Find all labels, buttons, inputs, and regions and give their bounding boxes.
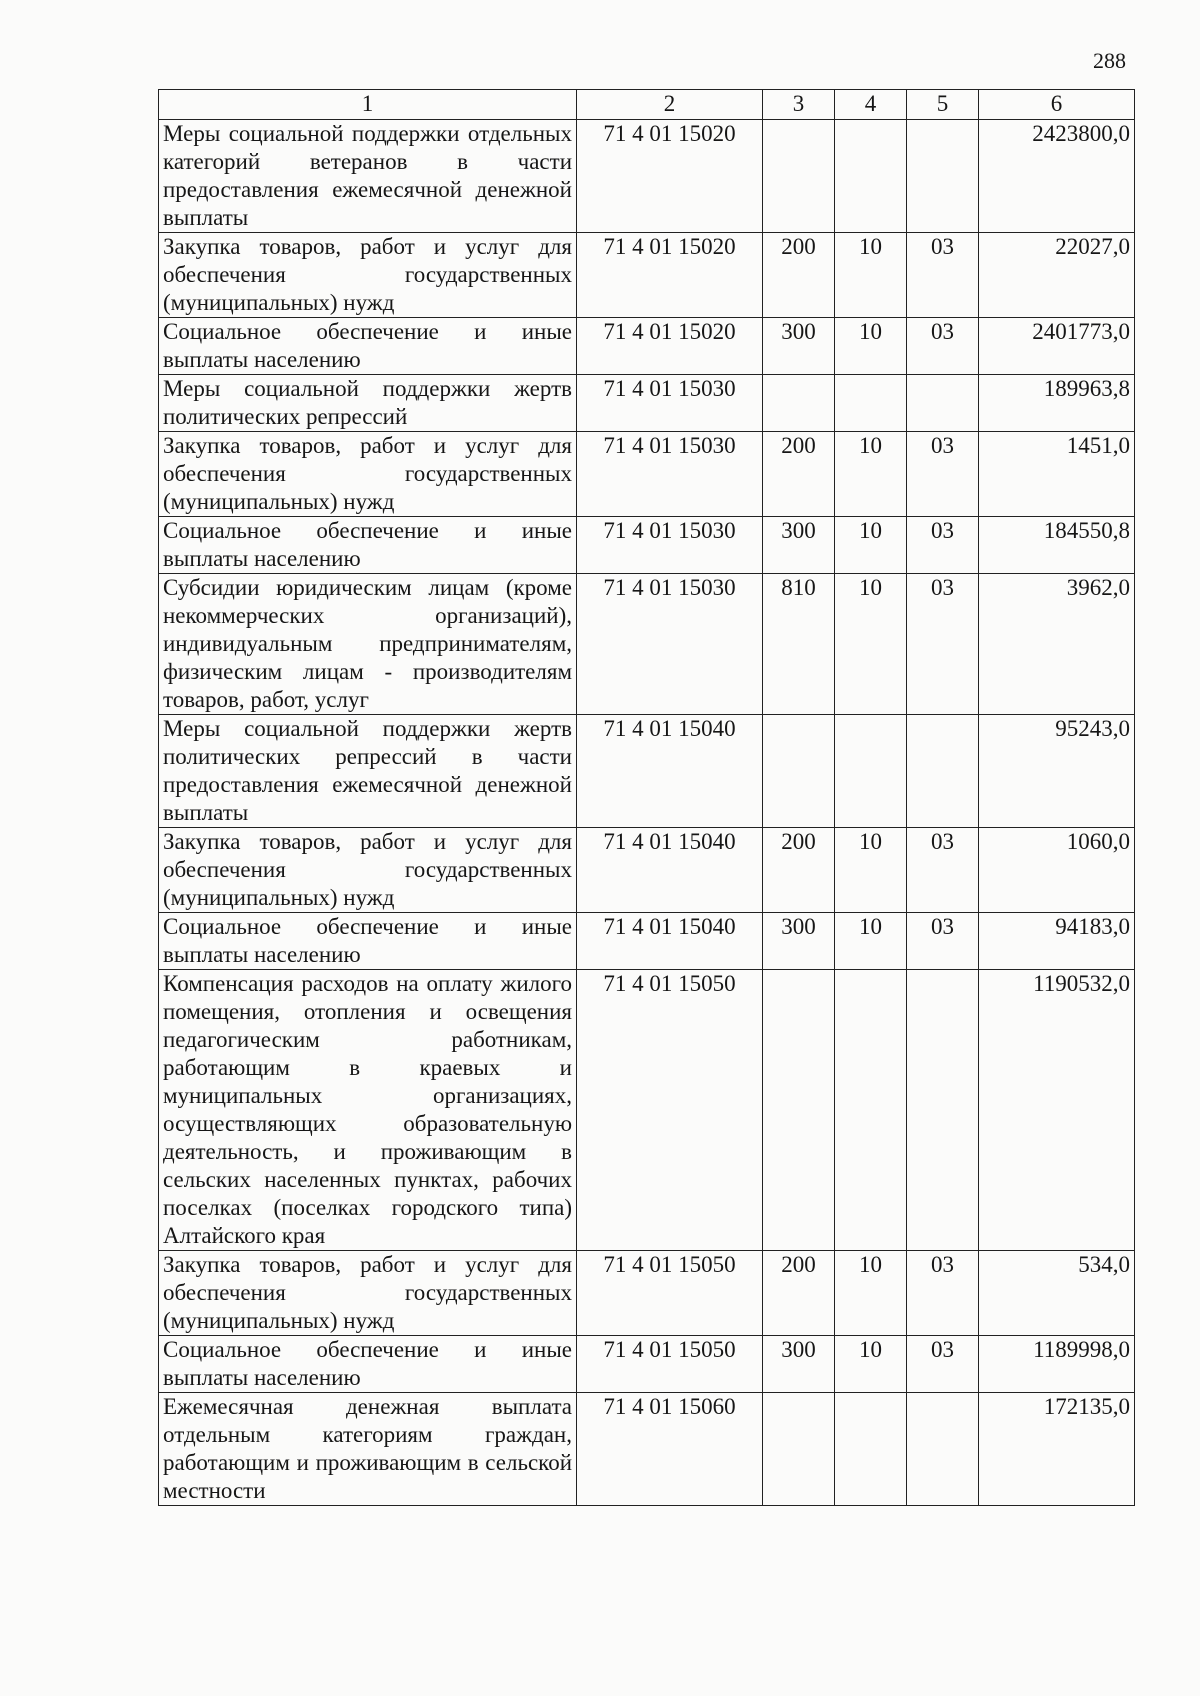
name-cell: Компенсация расходов на оплату жилого помещения, отопления и освещения педагогическим работникам, работающим в краевых и муниципальных организациях, осуществляющих образовательную деятельность, и проживающим в сельских населенных пунктах, рабочих поселках (поселках городского типа) Алтайского края — [159, 970, 577, 1251]
amount-cell: 22027,0 — [979, 233, 1135, 318]
expense-type-cell: 200 — [763, 828, 835, 913]
amount-cell: 1190532,0 — [979, 970, 1135, 1251]
amount-cell: 534,0 — [979, 1251, 1135, 1336]
table-body — [159, 120, 1135, 1506]
subsection-cell: 03 — [907, 828, 979, 913]
amount-cell: 184550,8 — [979, 517, 1135, 574]
expense-type-cell — [763, 120, 835, 233]
code-cell: 71 4 01 15020 — [577, 318, 763, 375]
name-cell: Меры социальной поддержки жертв политических репрессий в части предоставления ежемесячной денежной выплаты — [159, 715, 577, 828]
table-row — [159, 375, 1135, 432]
amount-cell: 3962,0 — [979, 574, 1135, 715]
table-row — [159, 1336, 1135, 1393]
name-cell: Субсидии юридическим лицам (кроме некоммерческих организаций), индивидуальным предпринимателям, физическим лицам - производителям товаров, работ, услуг — [159, 574, 577, 715]
code-cell: 71 4 01 15050 — [577, 1251, 763, 1336]
subsection-cell: 03 — [907, 432, 979, 517]
expense-type-cell — [763, 1393, 835, 1506]
section-cell: 10 — [835, 432, 907, 517]
header-cell: 4 — [835, 90, 907, 120]
table-row — [159, 233, 1135, 318]
section-cell: 10 — [835, 828, 907, 913]
page-number: 288 — [1093, 48, 1126, 73]
expense-type-cell: 200 — [763, 1251, 835, 1336]
subsection-cell: 03 — [907, 318, 979, 375]
section-cell — [835, 375, 907, 432]
table-row — [159, 970, 1135, 1251]
section-cell: 10 — [835, 233, 907, 318]
subsection-cell — [907, 375, 979, 432]
table-row — [159, 715, 1135, 828]
name-cell: Закупка товаров, работ и услуг для обеспечения государственных (муниципальных) нужд — [159, 432, 577, 517]
code-cell: 71 4 01 15040 — [577, 715, 763, 828]
code-cell: 71 4 01 15030 — [577, 574, 763, 715]
table-row — [159, 913, 1135, 970]
header-cell: 2 — [577, 90, 763, 120]
name-cell: Социальное обеспечение и иные выплаты населению — [159, 318, 577, 375]
expense-type-cell: 300 — [763, 318, 835, 375]
subsection-cell — [907, 1393, 979, 1506]
subsection-cell — [907, 120, 979, 233]
amount-cell: 2401773,0 — [979, 318, 1135, 375]
table-row — [159, 432, 1135, 517]
header-cell: 1 — [159, 90, 577, 120]
table-row — [159, 1251, 1135, 1336]
code-cell: 71 4 01 15050 — [577, 1336, 763, 1393]
section-cell: 10 — [835, 1336, 907, 1393]
code-cell: 71 4 01 15040 — [577, 913, 763, 970]
section-cell — [835, 715, 907, 828]
section-cell: 10 — [835, 1251, 907, 1336]
amount-cell: 1451,0 — [979, 432, 1135, 517]
expense-type-cell: 300 — [763, 517, 835, 574]
subsection-cell — [907, 970, 979, 1251]
name-cell: Социальное обеспечение и иные выплаты населению — [159, 1336, 577, 1393]
name-cell: Меры социальной поддержки жертв политических репрессий — [159, 375, 577, 432]
table-row — [159, 828, 1135, 913]
header-row — [159, 90, 1135, 120]
code-cell: 71 4 01 15030 — [577, 432, 763, 517]
budget-table — [158, 89, 1135, 1506]
table-row — [159, 318, 1135, 375]
table-row — [159, 120, 1135, 233]
amount-cell: 1060,0 — [979, 828, 1135, 913]
subsection-cell: 03 — [907, 913, 979, 970]
section-cell: 10 — [835, 574, 907, 715]
expense-type-cell: 300 — [763, 1336, 835, 1393]
code-cell: 71 4 01 15020 — [577, 233, 763, 318]
code-cell: 71 4 01 15050 — [577, 970, 763, 1251]
amount-cell: 1189998,0 — [979, 1336, 1135, 1393]
section-cell: 10 — [835, 318, 907, 375]
expense-type-cell — [763, 970, 835, 1251]
name-cell: Закупка товаров, работ и услуг для обеспечения государственных (муниципальных) нужд — [159, 1251, 577, 1336]
code-cell: 71 4 01 15030 — [577, 517, 763, 574]
section-cell: 10 — [835, 913, 907, 970]
section-cell — [835, 1393, 907, 1506]
name-cell: Социальное обеспечение и иные выплаты населению — [159, 913, 577, 970]
name-cell: Закупка товаров, работ и услуг для обеспечения государственных (муниципальных) нужд — [159, 233, 577, 318]
table-row — [159, 517, 1135, 574]
expense-type-cell: 810 — [763, 574, 835, 715]
name-cell: Социальное обеспечение и иные выплаты населению — [159, 517, 577, 574]
header-cell: 5 — [907, 90, 979, 120]
subsection-cell: 03 — [907, 1251, 979, 1336]
code-cell: 71 4 01 15040 — [577, 828, 763, 913]
amount-cell: 172135,0 — [979, 1393, 1135, 1506]
name-cell: Закупка товаров, работ и услуг для обеспечения государственных (муниципальных) нужд — [159, 828, 577, 913]
code-cell: 71 4 01 15020 — [577, 120, 763, 233]
expense-type-cell — [763, 375, 835, 432]
subsection-cell: 03 — [907, 574, 979, 715]
header-cell: 3 — [763, 90, 835, 120]
table-row — [159, 1393, 1135, 1506]
expense-type-cell: 200 — [763, 432, 835, 517]
subsection-cell: 03 — [907, 233, 979, 318]
header-cell: 6 — [979, 90, 1135, 120]
code-cell: 71 4 01 15060 — [577, 1393, 763, 1506]
expense-type-cell: 300 — [763, 913, 835, 970]
name-cell: Ежемесячная денежная выплата отдельным категориям граждан, работающим и проживающим в сельской местности — [159, 1393, 577, 1506]
subsection-cell: 03 — [907, 1336, 979, 1393]
subsection-cell: 03 — [907, 517, 979, 574]
amount-cell: 94183,0 — [979, 913, 1135, 970]
name-cell: Меры социальной поддержки отдельных категорий ветеранов в части предоставления ежемесячной денежной выплаты — [159, 120, 577, 233]
amount-cell: 2423800,0 — [979, 120, 1135, 233]
code-cell: 71 4 01 15030 — [577, 375, 763, 432]
amount-cell: 95243,0 — [979, 715, 1135, 828]
subsection-cell — [907, 715, 979, 828]
amount-cell: 189963,8 — [979, 375, 1135, 432]
expense-type-cell — [763, 715, 835, 828]
section-cell: 10 — [835, 517, 907, 574]
table-row — [159, 574, 1135, 715]
section-cell — [835, 120, 907, 233]
expense-type-cell: 200 — [763, 233, 835, 318]
section-cell — [835, 970, 907, 1251]
